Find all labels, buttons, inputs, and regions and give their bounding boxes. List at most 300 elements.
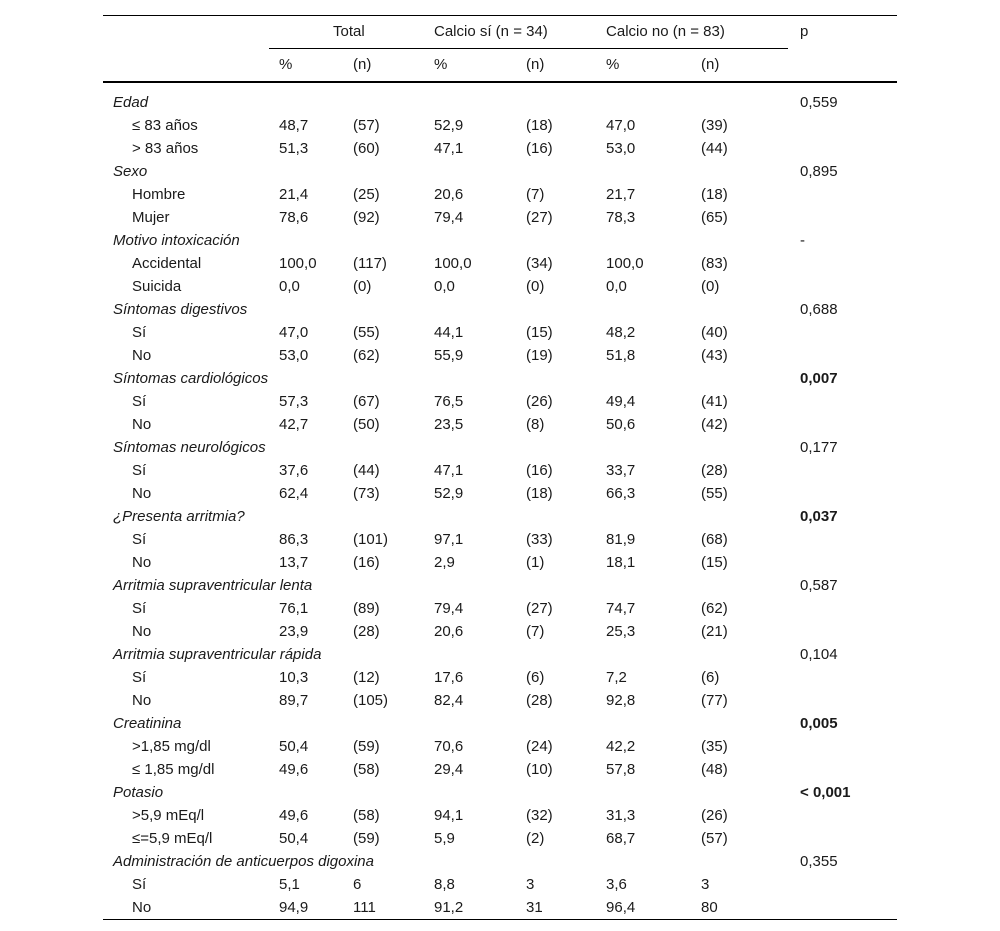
table-row [103, 252, 897, 275]
total-n: (105) [353, 692, 389, 709]
calcio-no-n: (39) [701, 117, 728, 134]
empty-cell [526, 367, 606, 390]
empty-cell [701, 160, 788, 183]
empty-cell [606, 643, 701, 666]
total-n: (55) [353, 324, 380, 341]
calcio-no-pct: 57,8 [606, 761, 636, 778]
total-n: (117) [353, 255, 387, 272]
row-label: Hombre [132, 186, 186, 203]
empty-cell [701, 367, 788, 390]
calcio-no-pct: 31,3 [606, 807, 636, 824]
empty-cell [606, 850, 701, 873]
calcio-no-n: (18) [701, 186, 728, 203]
table-row [103, 620, 897, 643]
calcio-si-n: (0) [526, 278, 545, 295]
category-label: Motivo intoxicación [113, 232, 240, 249]
total-pct: 51,3 [279, 140, 309, 157]
category-row [103, 229, 897, 252]
empty-cell [526, 850, 606, 873]
calcio-si-n: (16) [526, 462, 553, 479]
calcio-si-n: 31 [526, 896, 606, 920]
calcio-si-n: (24) [526, 738, 553, 755]
calcio-si-pct: 79,4 [434, 209, 464, 226]
empty-cell [353, 574, 434, 597]
category-row [103, 781, 897, 804]
calcio-si-n: 3 [526, 876, 535, 893]
calcio-no-pct: 3,6 [606, 876, 627, 893]
category-row [103, 367, 897, 390]
category-label: Edad [113, 94, 149, 111]
total-pct: 94,9 [269, 896, 353, 920]
calcio-si-n: (10) [526, 761, 553, 778]
empty-cell [269, 436, 353, 459]
empty-cell [434, 229, 526, 252]
calcio-no-n: (15) [701, 554, 728, 571]
empty-cell [269, 505, 353, 528]
table-row [103, 390, 897, 413]
category-row [103, 505, 897, 528]
empty-cell [788, 459, 897, 482]
empty-cell [353, 643, 434, 666]
empty-cell [788, 597, 897, 620]
calcio-no-pct: 42,2 [606, 738, 636, 755]
empty-cell [788, 413, 897, 436]
row-label: No [132, 692, 152, 709]
row-label: Sí [132, 393, 147, 410]
empty-cell [606, 367, 701, 390]
calcio-no-n: (42) [701, 416, 728, 433]
total-pct: 47,0 [279, 324, 309, 341]
table-row [103, 666, 897, 689]
empty-cell [269, 712, 353, 735]
calcio-no-pct: 96,4 [606, 896, 701, 920]
total-pct: 23,9 [279, 623, 309, 640]
row-label: No [132, 485, 152, 502]
row-label: Suicida [132, 278, 182, 295]
table-row [103, 873, 897, 896]
empty-cell [788, 344, 897, 367]
calcio-no-pct: 0,0 [606, 278, 627, 295]
calcio-no-n: 3 [701, 876, 710, 893]
empty-cell [788, 896, 897, 920]
calcio-no-pct: 33,7 [606, 462, 636, 479]
empty-cell [526, 643, 606, 666]
row-label: Accidental [132, 255, 202, 272]
empty-cell [788, 321, 897, 344]
empty-cell [606, 160, 701, 183]
total-n: (101) [353, 531, 389, 548]
row-label: Sí [132, 531, 147, 548]
calcio-no-n: (44) [701, 140, 728, 157]
total-pct: 76,1 [279, 600, 309, 617]
empty-cell [788, 804, 897, 827]
total-n: 111 [353, 896, 434, 920]
total-pct: 50,4 [279, 738, 309, 755]
calcio-si-n: (27) [526, 600, 553, 617]
empty-cell [788, 114, 897, 137]
empty-cell [701, 505, 788, 528]
calcio-no-pct: 74,7 [606, 600, 636, 617]
empty-cell [269, 781, 353, 804]
category-label: Potasio [113, 784, 164, 801]
calcio-si-pct: 52,9 [434, 117, 464, 134]
empty-cell [606, 574, 701, 597]
empty-cell [701, 298, 788, 321]
total-n: 6 [353, 876, 362, 893]
header-no-n: (n) [701, 49, 788, 83]
empty-cell [606, 436, 701, 459]
category-label: Síntomas cardiológicos [113, 370, 269, 387]
calcio-si-pct: 97,1 [434, 531, 464, 548]
p-value: 0,177 [800, 439, 838, 456]
data-table-container [103, 15, 897, 920]
row-label: ≤=5,9 mEq/l [132, 830, 213, 847]
row-label: Sí [132, 462, 147, 479]
calcio-si-n: (27) [526, 209, 553, 226]
calcio-no-pct: 7,2 [606, 669, 627, 686]
calcio-no-n: 80 [701, 896, 788, 920]
calcio-no-pct: 21,7 [606, 186, 636, 203]
empty-cell [526, 574, 606, 597]
empty-cell [606, 712, 701, 735]
empty-cell [788, 689, 897, 712]
p-value: 0,007 [800, 370, 838, 387]
category-row [103, 160, 897, 183]
row-label: ≤ 1,85 mg/dl [132, 761, 215, 778]
total-pct: 62,4 [279, 485, 309, 502]
empty-cell [269, 367, 353, 390]
empty-cell [788, 137, 897, 160]
total-n: (73) [353, 485, 380, 502]
total-pct: 78,6 [279, 209, 309, 226]
row-label: No [103, 896, 269, 920]
total-n: (28) [353, 623, 380, 640]
calcio-no-pct: 51,8 [606, 347, 636, 364]
calcio-no-pct: 92,8 [606, 692, 636, 709]
table-header [103, 16, 897, 83]
category-label: Creatinina [113, 715, 182, 732]
calcio-si-pct: 44,1 [434, 324, 464, 341]
total-n: (0) [353, 278, 372, 295]
calcio-si-pct: 5,9 [434, 830, 455, 847]
total-pct: 100,0 [279, 255, 317, 272]
calcio-no-pct: 49,4 [606, 393, 636, 410]
calcio-no-n: (68) [701, 531, 728, 548]
total-n: (59) [353, 830, 380, 847]
table-row [103, 206, 897, 229]
table-row [103, 551, 897, 574]
empty-cell [434, 91, 526, 114]
calcio-no-n: (55) [701, 485, 728, 502]
calcio-si-n: (2) [526, 830, 545, 847]
header-calcio-si: Calcio sí (n = 34) [434, 16, 606, 49]
calcio-no-n: (83) [701, 255, 728, 272]
empty-cell [353, 505, 434, 528]
table-row [103, 114, 897, 137]
total-n: (44) [353, 462, 380, 479]
empty-cell [434, 574, 526, 597]
row-label: No [132, 347, 152, 364]
total-pct: 13,7 [279, 554, 309, 571]
empty-cell [701, 781, 788, 804]
empty-cell [701, 574, 788, 597]
calcio-si-pct: 29,4 [434, 761, 464, 778]
header-p: p [800, 23, 809, 41]
empty-cell [701, 436, 788, 459]
calcio-si-pct: 79,4 [434, 600, 464, 617]
total-pct: 57,3 [279, 393, 309, 410]
empty-cell [606, 298, 701, 321]
empty-cell [526, 436, 606, 459]
total-pct: 42,7 [279, 416, 309, 433]
total-pct: 53,0 [279, 347, 309, 364]
calcio-no-pct: 50,6 [606, 416, 636, 433]
header-total: Total [269, 16, 434, 49]
p-value: 0,005 [800, 715, 838, 732]
calcio-si-pct: 91,2 [434, 896, 526, 920]
header-si-n: (n) [526, 49, 606, 83]
total-pct: 21,4 [279, 186, 309, 203]
calcio-si-pct: 17,6 [434, 669, 464, 686]
empty-cell [434, 505, 526, 528]
table-row [103, 804, 897, 827]
empty-cell [269, 91, 353, 114]
results-table [103, 15, 897, 920]
calcio-si-n: (19) [526, 347, 553, 364]
empty-cell [788, 758, 897, 781]
row-label: Sí [132, 600, 147, 617]
total-n: (89) [353, 600, 380, 617]
row-label: No [132, 623, 152, 640]
category-row [103, 436, 897, 459]
empty-cell [788, 551, 897, 574]
calcio-no-pct: 78,3 [606, 209, 636, 226]
empty-cell [606, 781, 701, 804]
row-label: ≤ 83 años [132, 117, 198, 134]
table-row [103, 275, 897, 298]
empty-cell [434, 712, 526, 735]
calcio-si-pct: 100,0 [434, 255, 472, 272]
calcio-no-n: (35) [701, 738, 728, 755]
empty-cell [788, 206, 897, 229]
calcio-no-n: (0) [701, 278, 720, 295]
empty-cell [434, 781, 526, 804]
calcio-no-pct: 81,9 [606, 531, 636, 548]
calcio-no-n: (28) [701, 462, 728, 479]
p-value: 0,587 [800, 577, 838, 594]
empty-cell [788, 827, 897, 850]
calcio-si-pct: 20,6 [434, 186, 464, 203]
calcio-no-pct: 68,7 [606, 830, 636, 847]
total-n: (92) [353, 209, 380, 226]
total-n: (50) [353, 416, 380, 433]
empty-cell [788, 735, 897, 758]
calcio-no-n: (65) [701, 209, 728, 226]
calcio-no-n: (43) [701, 347, 728, 364]
row-label: No [132, 416, 152, 433]
empty-cell [526, 229, 606, 252]
calcio-si-n: (7) [526, 623, 545, 640]
category-row [103, 91, 897, 114]
calcio-si-n: (7) [526, 186, 545, 203]
header-blank [103, 16, 269, 49]
header-p-blank [788, 49, 897, 83]
row-label: Sí [132, 876, 147, 893]
category-row [103, 850, 897, 873]
empty-cell [353, 712, 434, 735]
calcio-no-pct: 100,0 [606, 255, 644, 272]
calcio-si-pct: 2,9 [434, 554, 455, 571]
calcio-si-n: (32) [526, 807, 553, 824]
table-row [103, 689, 897, 712]
calcio-si-pct: 20,6 [434, 623, 464, 640]
p-value: 0,104 [800, 646, 838, 663]
empty-cell [434, 298, 526, 321]
calcio-si-pct: 23,5 [434, 416, 464, 433]
calcio-si-n: (6) [526, 669, 545, 686]
table-row [103, 137, 897, 160]
calcio-no-pct: 48,2 [606, 324, 636, 341]
table-row [103, 183, 897, 206]
calcio-no-n: (41) [701, 393, 728, 410]
calcio-no-pct: 25,3 [606, 623, 636, 640]
empty-cell [269, 298, 353, 321]
calcio-no-n: (62) [701, 600, 728, 617]
empty-cell [606, 229, 701, 252]
calcio-si-pct: 70,6 [434, 738, 464, 755]
category-label: Síntomas neurológicos [113, 439, 266, 456]
empty-cell [701, 643, 788, 666]
total-pct: 86,3 [279, 531, 309, 548]
p-value: - [800, 232, 806, 249]
calcio-si-n: (16) [526, 140, 553, 157]
empty-cell [269, 160, 353, 183]
header-blank-2 [103, 49, 269, 83]
calcio-si-pct: 0,0 [434, 278, 455, 295]
empty-cell [701, 91, 788, 114]
total-n: (58) [353, 807, 380, 824]
total-n: (60) [353, 140, 380, 157]
empty-cell [353, 91, 434, 114]
row-label: >5,9 mEq/l [132, 807, 205, 824]
category-label: Sexo [113, 163, 148, 180]
table-row [103, 597, 897, 620]
category-row [103, 298, 897, 321]
table-row [103, 735, 897, 758]
table-row [103, 459, 897, 482]
empty-cell [269, 229, 353, 252]
calcio-si-pct: 52,9 [434, 485, 464, 502]
empty-cell [434, 850, 526, 873]
calcio-si-n: (8) [526, 416, 545, 433]
total-n: (62) [353, 347, 380, 364]
empty-cell [788, 482, 897, 505]
calcio-si-n: (26) [526, 393, 553, 410]
calcio-no-pct: 53,0 [606, 140, 636, 157]
total-pct: 49,6 [279, 807, 309, 824]
empty-cell [701, 229, 788, 252]
p-value: 0,037 [800, 508, 838, 525]
total-n: (25) [353, 186, 380, 203]
calcio-si-n: (1) [526, 554, 545, 571]
empty-cell [353, 229, 434, 252]
total-pct: 10,3 [279, 669, 309, 686]
empty-cell [434, 436, 526, 459]
total-pct: 49,6 [279, 761, 309, 778]
empty-cell [353, 298, 434, 321]
table-row [103, 413, 897, 436]
row-label: No [132, 554, 152, 571]
row-label: > 83 años [132, 140, 199, 157]
table-row [103, 344, 897, 367]
total-pct: 5,1 [279, 876, 300, 893]
empty-cell [526, 91, 606, 114]
empty-cell [353, 367, 434, 390]
p-value: 0,559 [800, 94, 838, 111]
calcio-no-pct: 47,0 [606, 117, 636, 134]
total-n: (58) [353, 761, 380, 778]
calcio-si-pct: 55,9 [434, 347, 464, 364]
total-pct: 37,6 [279, 462, 309, 479]
calcio-si-n: (18) [526, 485, 553, 502]
empty-cell [788, 252, 897, 275]
calcio-si-pct: 47,1 [434, 462, 464, 479]
empty-cell [526, 298, 606, 321]
empty-cell [526, 505, 606, 528]
empty-cell [788, 390, 897, 413]
empty-cell [606, 505, 701, 528]
empty-cell [434, 643, 526, 666]
total-n: (67) [353, 393, 380, 410]
total-pct: 50,4 [279, 830, 309, 847]
empty-cell [434, 160, 526, 183]
empty-cell [788, 666, 897, 689]
empty-cell [434, 367, 526, 390]
table-row [103, 528, 897, 551]
total-pct: 48,7 [279, 117, 309, 134]
calcio-no-n: (40) [701, 324, 728, 341]
calcio-si-pct: 82,4 [434, 692, 464, 709]
empty-cell [701, 850, 788, 873]
row-label: >1,85 mg/dl [132, 738, 211, 755]
empty-cell [701, 712, 788, 735]
row-label: Sí [132, 324, 147, 341]
header-total-pct: % [269, 49, 353, 83]
row-label: Mujer [132, 209, 170, 226]
total-pct: 89,7 [279, 692, 309, 709]
p-value: 0,895 [800, 163, 838, 180]
calcio-si-pct: 76,5 [434, 393, 464, 410]
empty-cell [353, 781, 434, 804]
category-label: Administración de anticuerpos digoxina [113, 853, 374, 870]
total-n: (16) [353, 554, 380, 571]
calcio-no-n: (48) [701, 761, 728, 778]
calcio-si-n: (18) [526, 117, 553, 134]
header-calcio-no: Calcio no (n = 83) [606, 16, 788, 49]
empty-cell [353, 160, 434, 183]
total-pct: 0,0 [279, 278, 300, 295]
empty-cell [788, 183, 897, 206]
calcio-no-n: (21) [701, 623, 728, 640]
calcio-no-n: (57) [701, 830, 728, 847]
calcio-si-pct: 47,1 [434, 140, 464, 157]
calcio-si-n: (15) [526, 324, 553, 341]
empty-cell [526, 781, 606, 804]
total-n: (12) [353, 669, 380, 686]
calcio-si-n: (34) [526, 255, 553, 272]
p-value: 0,688 [800, 301, 838, 318]
spacer-row [103, 82, 897, 91]
